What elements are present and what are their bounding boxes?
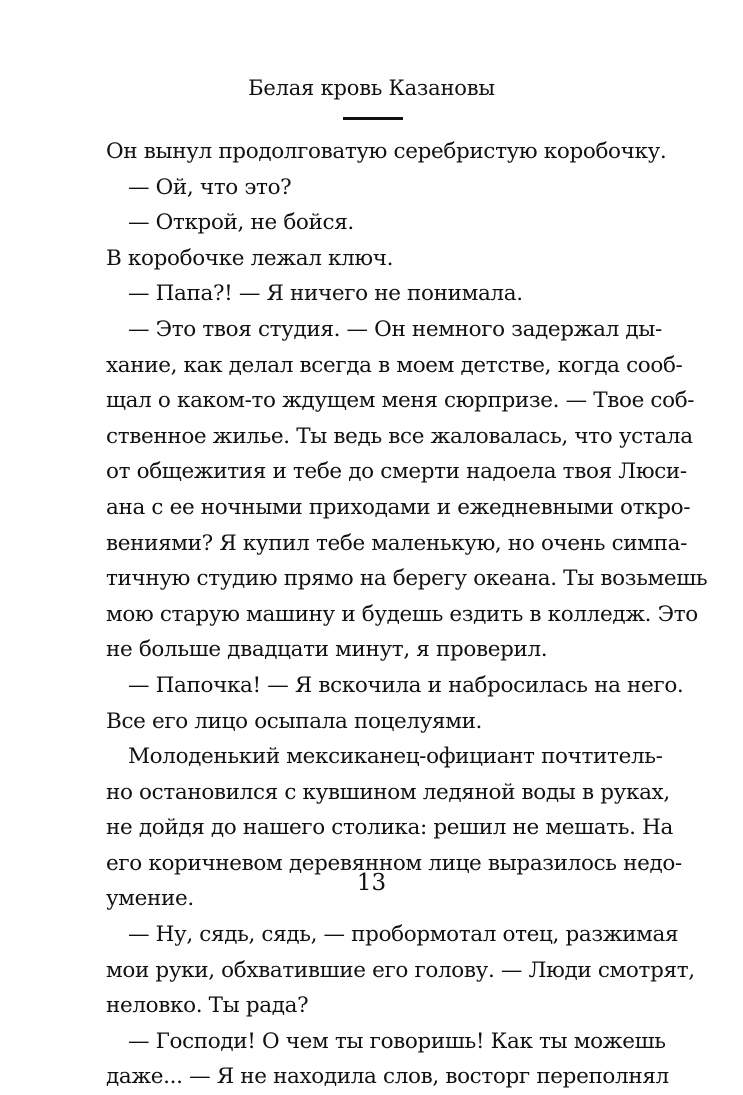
text-line: его коричневом деревянном лице выразилось недо-	[106, 850, 682, 876]
text-line: — Ой, что это?	[128, 174, 292, 200]
text-line: Все его лицо осыпала поцелуями.	[106, 708, 483, 734]
text-line: не дойдя до нашего столика: решил не мешать. На	[106, 815, 673, 841]
text-line: тичную студию прямо на берегу океана. Ты возьмешь	[106, 566, 708, 592]
text-line: ана с ее ночными приходами и ежедневными откро-	[106, 494, 691, 520]
text-line: не больше двадцати минут, я проверил.	[106, 637, 548, 663]
text-line: вениями? Я купил тебе маленькую, но очень симпа-	[106, 530, 688, 556]
text-line: от общежития и тебе до смерти надоела твоя Люси-	[106, 459, 687, 485]
text-line: — Ну, сядь, сядь, — пробормотал отец, разжимая	[128, 922, 679, 948]
text-line: ственное жилье. Ты ведь все жаловалась, что устала	[106, 423, 693, 449]
text-line: Молоденький мексиканец-официант почтитель-	[128, 744, 663, 770]
text-line: В коробочке лежал ключ.	[106, 245, 394, 271]
text-line: неловко. Ты рада?	[106, 993, 309, 1019]
text-line: Он вынул продолговатую серебристую коробочку.	[106, 139, 667, 164]
page-number: 13	[356, 870, 387, 896]
text-line: но остановился с кувшином ледяной воды в руках,	[106, 779, 670, 805]
text-line: хание, как делал всегда в моем детстве, когда сооб-	[106, 352, 683, 378]
text-line: щал о каком-то ждущем меня сюрпризе. — Твое соб-	[106, 388, 695, 414]
text-line: мою старую машину и будешь ездить в колледж. Это	[106, 601, 698, 627]
body-text	[106, 134, 708, 1095]
running-head-rule	[343, 117, 403, 120]
running-head: Белая кровь Казановы	[248, 76, 495, 100]
text-line: — Папа?! — Я ничего не понимала.	[128, 281, 523, 307]
text-line: даже... — Я не находила слов, восторг переполнял	[106, 1064, 669, 1090]
text-line: умение.	[106, 886, 194, 912]
text-line: мои руки, обхватившие его голову. — Люди смотрят,	[106, 957, 695, 983]
text-line: — Папочка! — Я вскочила и набросилась на него.	[128, 672, 684, 698]
text-line: — Это твоя студия. — Он немного задержал ды-	[128, 316, 662, 342]
text-line: — Господи! О чем ты говоришь! Как ты можешь	[128, 1028, 666, 1054]
text-line: — Открой, не бойся.	[128, 210, 354, 236]
